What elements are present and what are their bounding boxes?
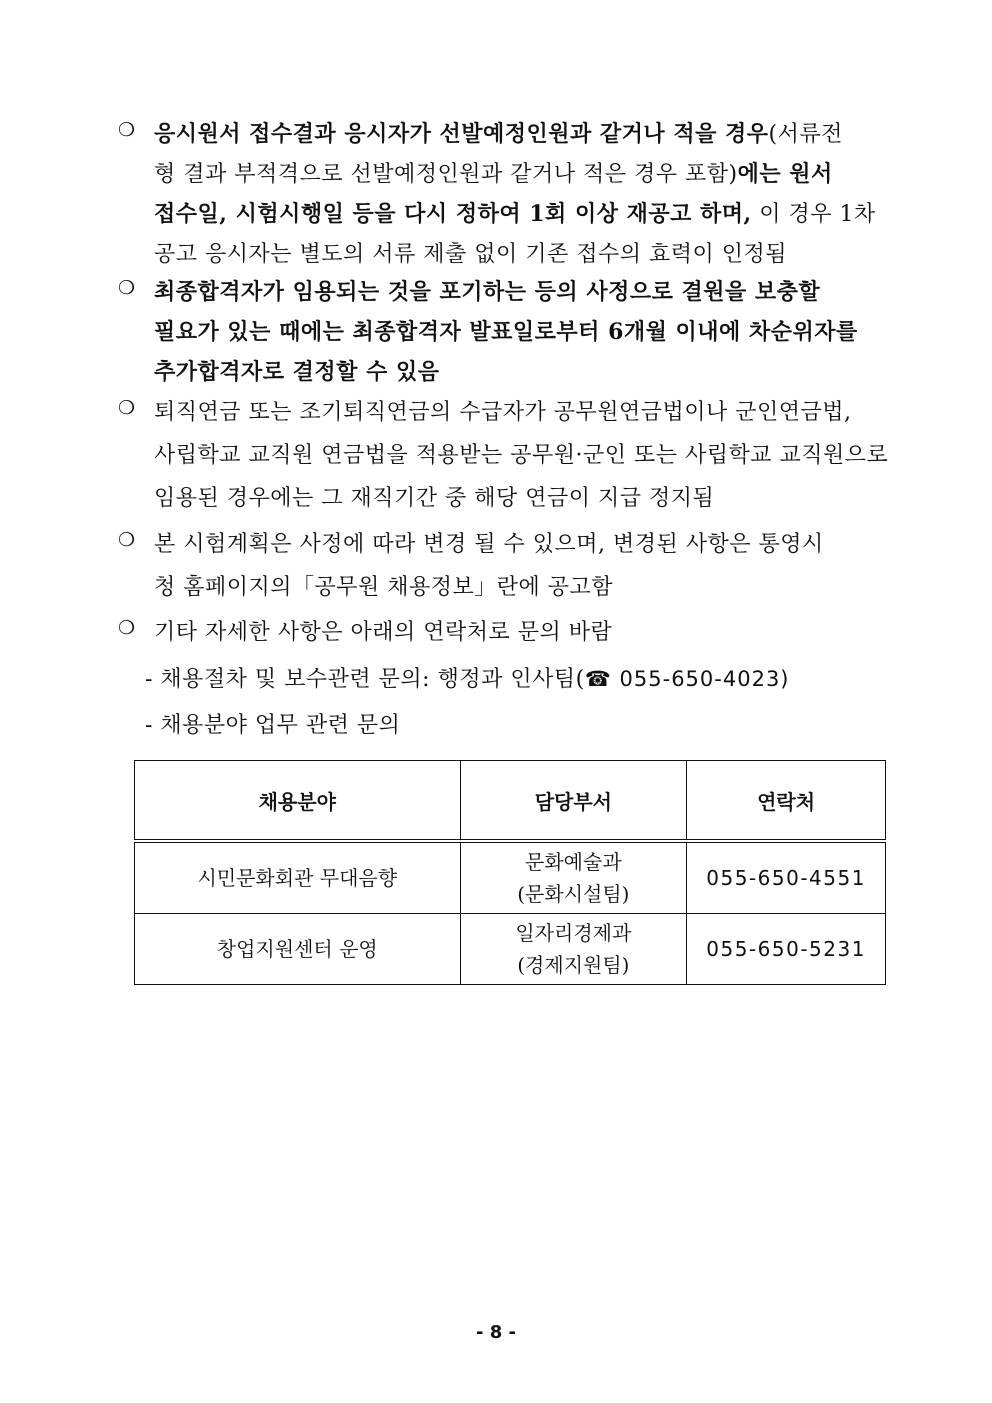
circle-bullet-icon: ❍ bbox=[118, 277, 136, 299]
header-dept: 담당부서 bbox=[460, 761, 687, 842]
bullet-5-line-1: 기타 자세한 사항은 아래의 연락처로 문의 바람 bbox=[154, 620, 613, 645]
bullet-3-line-3: 임용된 경우에는 그 재직기간 중 해당 연금이 지급 정지됨 bbox=[154, 486, 715, 511]
bullet-2-line-1: 최종합격자가 임용되는 것을 포기하는 등의 사정으로 결원을 보충할 bbox=[154, 279, 821, 305]
header-field: 채용분야 bbox=[135, 761, 461, 842]
table-header-row bbox=[135, 761, 886, 842]
hr-contact-line: - 채용절차 및 보수관련 문의: 행정과 인사팀(☎ 055-650-4023) bbox=[145, 667, 790, 692]
bullet-1-line-1: 응시원서 접수결과 응시자가 선발예정인원과 같거나 적을 경우(서류전 bbox=[154, 121, 843, 147]
circle-bullet-icon: ❍ bbox=[118, 617, 136, 639]
circle-bullet-icon: ❍ bbox=[118, 397, 136, 419]
bullet-4-line-2: 청 홈페이지의「공무원 채용정보」란에 공고함 bbox=[154, 575, 614, 600]
cell-phone: 055-650-5231 bbox=[687, 914, 886, 985]
table-row bbox=[135, 841, 886, 914]
circle-bullet-icon: ❍ bbox=[118, 529, 136, 551]
cell-phone: 055-650-4551 bbox=[687, 841, 886, 914]
contact-table bbox=[134, 760, 886, 985]
bullet-3-line-2: 사립학교 교직원 연금법을 적용받는 공무원·군인 또는 사립학교 교직원으로 bbox=[154, 443, 889, 468]
bullet-3-line-1: 퇴직연금 또는 조기퇴직연금의 수급자가 공무원연금법이나 군인연금법, bbox=[154, 400, 852, 425]
table-row bbox=[135, 914, 886, 985]
bullet-2-line-3: 추가합격자로 결정할 수 있음 bbox=[154, 359, 440, 385]
cell-dept: 문화예술과 (문화시설팀) bbox=[460, 841, 687, 914]
page-number: - 8 - bbox=[476, 1322, 516, 1343]
bullet-1-line-3: 접수일, 시험시행일 등을 다시 정하여 1회 이상 재공고 하며, 이 경우 1차 bbox=[154, 201, 876, 227]
bullet-1-line-4: 공고 응시자는 별도의 서류 제출 없이 기존 접수의 효력이 인정됨 bbox=[154, 242, 787, 267]
phone-icon: ☎ bbox=[584, 667, 612, 691]
cell-field: 창업지원센터 운영 bbox=[135, 914, 461, 985]
circle-bullet-icon: ❍ bbox=[118, 119, 136, 141]
bullet-1-line-2: 형 결과 부적격으로 선발예정인원과 같거나 적은 경우 포함)에는 원서 bbox=[154, 161, 833, 187]
bullet-4-line-1: 본 시험계획은 사정에 따라 변경 될 수 있으며, 변경된 사항은 통영시 bbox=[154, 532, 824, 557]
header-contact: 연락처 bbox=[687, 761, 886, 842]
bullet-2-line-2: 필요가 있는 때에는 최종합격자 발표일로부터 6개월 이내에 차순위자를 bbox=[154, 319, 858, 345]
field-contact-line: - 채용분야 업무 관련 문의 bbox=[145, 713, 401, 738]
cell-field: 시민문화회관 무대음향 bbox=[135, 841, 461, 914]
cell-dept: 일자리경제과 (경제지원팀) bbox=[460, 914, 687, 985]
